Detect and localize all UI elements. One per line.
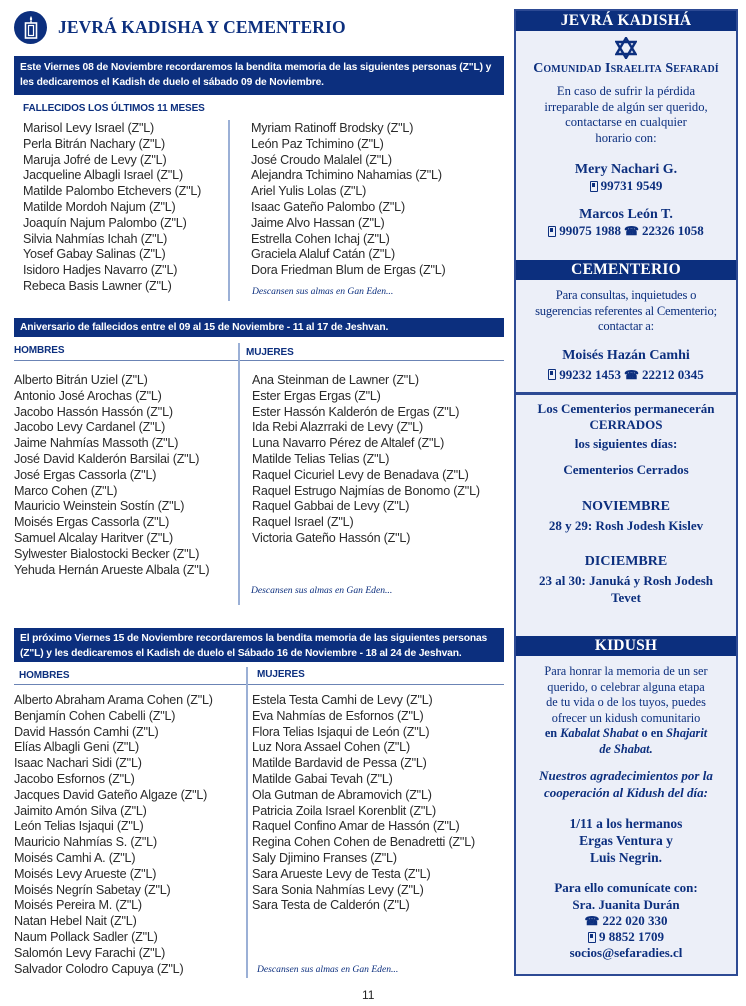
- kidush-thanks: [516, 767, 736, 801]
- jevra-intro-line: En caso de sufrir la pérdida: [556, 84, 696, 98]
- section1-banner-line2: les dedicaremos el Kadish de duelo el sábado 09 de Noviembre.: [20, 77, 324, 88]
- closure-dates: 28 y 29: Rosh Jodesh Kislev: [548, 518, 704, 533]
- cementerio-title: CEMENTERIO: [516, 260, 736, 280]
- name-list-item: Eva Nahmías de Esfornos (Z"L): [252, 708, 424, 723]
- kidush-intro-kabalat: Kabalat Shabat: [560, 726, 639, 740]
- name-list-item: Salvador Colodro Capuya (Z"L): [14, 961, 184, 976]
- name-list-item: Salomón Levy Farachi (Z"L): [14, 945, 166, 960]
- name-list-item: Jacques David Gateño Algaze (Z"L): [14, 787, 208, 802]
- section2-divider: [238, 343, 240, 605]
- jevra-kadisha-title: JEVRÁ KADISHÁ: [516, 11, 736, 31]
- section1-list-col1: [23, 121, 201, 295]
- closure-month: NOVIEMBRE: [582, 499, 670, 514]
- closure-dates: Tevet: [611, 590, 641, 605]
- name-list-item: Myriam Ratinoff Brodsky (Z"L): [251, 121, 414, 135]
- name-list-item: Antonio José Arochas (Z"L): [14, 388, 162, 403]
- kidush-contact-intro: Para ello comunícate con:: [554, 880, 698, 895]
- contact-moises: [516, 347, 736, 383]
- section1-list-col2: [251, 121, 446, 279]
- name-list-item: Ester Ergas Ergas (Z"L): [252, 388, 381, 403]
- kidush-email-link[interactable]: socios@sefaradies.cl: [569, 945, 683, 960]
- name-list-item: Jaime Alvo Hassan (Z"L): [251, 215, 385, 230]
- name-list-item: Alejandra Tchimino Nahamias (Z"L): [251, 168, 442, 183]
- name-list-item: Sara Sonia Nahmías Levy (Z"L): [252, 882, 424, 897]
- name-list-item: Perla Bitrán Nachary (Z"L): [23, 136, 166, 151]
- landline-number[interactable]: 22212 0345: [641, 366, 704, 382]
- section2-banner: [14, 318, 504, 337]
- name-list-item: Luna Navarro Pérez de Altalef (Z"L): [252, 436, 445, 451]
- contact-name: Moisés Hazán Camhi: [562, 347, 690, 363]
- name-list-item: Graciela Alaluf Catán (Z"L): [251, 247, 395, 262]
- section3-men-list: [14, 693, 213, 977]
- name-list-item: Raquel Gabbai de Levy (Z"L): [252, 499, 410, 514]
- jevra-intro: [516, 84, 736, 146]
- name-list-item: Raquel Estrugo Najmías de Bonomo (Z"L): [252, 483, 480, 498]
- section1-banner-line1: Este Viernes 08 de Noviembre recordaremos la bendita memoria de las siguientes personas (Z"L) y: [20, 62, 492, 73]
- page-title: JEVRÁ KADISHA Y CEMENTERIO: [58, 16, 346, 37]
- name-list-item: Ola Gutman de Abramovich (Z"L): [252, 787, 432, 802]
- name-list-item: Matilde Palombo Etchevers (Z"L): [23, 184, 202, 199]
- section1-divider: [228, 120, 230, 301]
- name-list-item: Silvia Nahmías Ichah (Z"L): [23, 231, 168, 246]
- kidush-block: [516, 636, 736, 962]
- name-list-item: Moisés Negrín Sabetay (Z"L): [14, 882, 171, 897]
- mobile-phone-icon: [590, 181, 598, 192]
- name-list-item: Benjamín Cohen Cabelli (Z"L): [14, 708, 176, 723]
- section3-closing: Descansen sus almas en Gan Eden...: [257, 964, 399, 975]
- name-list-item: Patricia Zoila Israel Korenblit (Z"L): [252, 803, 436, 818]
- name-list-item: Jacobo Hassón Hassón (Z"L): [14, 404, 173, 419]
- kidush-phone[interactable]: 222 020 330: [602, 913, 668, 928]
- telephone-icon: ☎: [584, 914, 600, 928]
- section1-subheading: FALLECIDOS LOS ÚLTIMOS 11 MESES: [23, 103, 205, 114]
- cementerio-intro-line: Para consultas, inquietudes o: [555, 288, 697, 302]
- name-list-item: Joaquín Najum Palombo (Z"L): [23, 215, 187, 230]
- section3-banner-line1: El próximo Viernes 15 de Noviembre recordaremos la bendita memoria de las siguientes personas: [20, 633, 488, 644]
- sidebar-divider: [514, 392, 738, 395]
- name-list-item: Marco Cohen (Z"L): [14, 483, 118, 498]
- telephone-icon: ☎: [624, 224, 639, 238]
- section3-divider: [246, 667, 248, 978]
- jevra-kadisha-block: [516, 11, 736, 239]
- star-of-david-icon: [516, 37, 736, 59]
- name-list-item: Jaimito Amón Silva (Z"L): [14, 803, 147, 818]
- jevra-intro-line: horario con:: [595, 130, 657, 145]
- kidush-title: KIDUSH: [516, 636, 736, 656]
- mobile-number[interactable]: 99232 1453: [559, 366, 622, 382]
- name-list-item: Sylwester Bialostocki Becker (Z"L): [14, 546, 200, 561]
- kidush-intro-line: ofrecer un kidush comunitario: [551, 710, 701, 725]
- name-list-item: Estela Testa Camhi de Levy (Z"L): [252, 693, 433, 707]
- name-list-item: Jacobo Levy Cardanel (Z"L): [14, 420, 166, 435]
- name-list-item: Alberto Abraham Arama Cohen (Z"L): [14, 693, 213, 707]
- name-list-item: Moisés Camhi A. (Z"L): [14, 850, 136, 865]
- kidush-intro-shajarit: Shajarit: [666, 726, 708, 740]
- name-list-item: Elías Albagli Geni (Z"L): [14, 740, 139, 755]
- closures-line3: los siguientes días:: [574, 436, 678, 451]
- name-list-item: Matilde Bardavid de Pessa (Z"L): [252, 756, 427, 771]
- name-list-item: Mauricio Nahmías S. (Z"L): [14, 835, 157, 850]
- kidush-honoree-line: Luis Negrin.: [589, 850, 662, 865]
- name-list-item: José Ergas Cassorla (Z"L): [14, 467, 157, 482]
- name-list-item: Alberto Bitrán Uziel (Z"L): [14, 373, 148, 387]
- jevra-intro-line: irreparable de algún ser querido,: [544, 99, 708, 114]
- closure-dates: 23 al 30: Januká y Rosh Jodesh: [538, 573, 714, 588]
- section3-header-rule: [14, 684, 504, 685]
- name-list-item: Ana Steinman de Lawner (Z"L): [252, 373, 419, 387]
- memorial-candle-icon: [14, 11, 47, 44]
- page-number: 11: [362, 988, 375, 1002]
- name-list-item: Ester Hassón Kalderón de Ergas (Z"L): [252, 404, 460, 419]
- kidush-honoree-line: Ergas Ventura y: [579, 833, 673, 848]
- kidush-thanks-line: cooperación al Kidush del día:: [544, 785, 708, 800]
- closure-month: DICIEMBRE: [584, 554, 668, 569]
- name-list-item: Luz Nora Assael Cohen (Z"L): [252, 740, 410, 755]
- name-list-item: Regina Cohen Cohen de Benadretti (Z"L): [252, 835, 475, 850]
- contact-name: Marcos León T.: [579, 207, 673, 222]
- name-list-item: Moisés Ergas Cassorla (Z"L): [14, 515, 170, 530]
- name-list-item: Sara Testa de Calderón (Z"L): [252, 898, 410, 913]
- name-list-item: Saly Djimino Franses (Z"L): [252, 850, 397, 865]
- name-list-item: Isaac Nachari Sidi (Z"L): [14, 756, 142, 771]
- cementerio-intro: [516, 288, 736, 335]
- section2-men-list: [14, 373, 209, 578]
- kidush-intro-line: de Shabat.: [599, 741, 653, 756]
- kidush-mobile-row: [516, 929, 736, 945]
- kidush-intro-line: [516, 726, 736, 742]
- name-list-item: Raquel Cicuriel Levy de Benadava (Z"L): [252, 467, 469, 482]
- telephone-icon: ☎: [624, 367, 639, 382]
- name-list-item: Maruja Jofré de Levy (Z"L): [23, 152, 167, 167]
- section3-women-heading: MUJERES: [257, 669, 305, 680]
- kidush-contact: [516, 880, 736, 962]
- name-list-item: David Hassón Camhi (Z"L): [14, 724, 159, 739]
- closure-month-nov: [516, 498, 736, 534]
- cementerio-intro-line: contactar a:: [598, 319, 654, 333]
- kidush-intro-line: de tu vida o de los tuyos, puedes: [546, 695, 706, 709]
- kidush-contact-name: Sra. Juanita Durán: [572, 896, 680, 912]
- closure-month-dic: [516, 553, 736, 606]
- closures-block: [516, 401, 736, 606]
- name-list-item: Isaac Gateño Palombo (Z"L): [251, 199, 405, 214]
- name-list-item: José Croudo Malalel (Z"L): [251, 152, 392, 167]
- mobile-phone-icon: [588, 932, 596, 943]
- contact-phones: [516, 223, 736, 239]
- kidush-honorees: [516, 815, 736, 866]
- kidush-intro: [516, 664, 736, 757]
- name-list-item: José David Kalderón Barsilai (Z"L): [14, 451, 200, 466]
- closures-line2: CERRADOS: [589, 417, 663, 432]
- name-list-item: Jaime Nahmías Massoth (Z"L): [14, 436, 179, 451]
- name-list-item: Yosef Gabay Salinas (Z"L): [23, 247, 166, 262]
- landline-number[interactable]: 22326 1058: [641, 223, 704, 238]
- contact-mery: [516, 161, 736, 194]
- name-list-item: Matilde Gabai Tevah (Z"L): [252, 771, 393, 786]
- section3-women-list: [252, 693, 475, 914]
- mobile-number[interactable]: 99075 1988: [559, 223, 622, 238]
- section2-women-heading: MUJERES: [246, 347, 294, 358]
- contact-marcos: [516, 206, 736, 239]
- candle-glyph: [21, 15, 41, 39]
- name-list-item: León Telias Isjaqui (Z"L): [14, 819, 144, 834]
- closures-subtitle: Cementerios Cerrados: [563, 462, 689, 477]
- section3-men-heading: HOMBRES: [19, 670, 70, 681]
- name-list-item: Isidoro Hadjes Navarro (Z"L): [23, 263, 178, 278]
- cementerio-intro-line: sugerencias referentes al Cementerio;: [535, 303, 717, 318]
- section3-banner: [14, 628, 504, 662]
- mobile-phone-icon: [548, 369, 556, 380]
- name-list-item: Estrella Cohen Ichaj (Z"L): [251, 231, 390, 246]
- jevra-intro-line: contactarse en cualquier: [565, 115, 687, 129]
- section2-banner-text: Aniversario de fallecidos entre el 09 al 15 de Noviembre - 11 al 17 de Jeshvan.: [20, 322, 389, 333]
- name-list-item: Mauricio Weinstein Sostín (Z"L): [14, 499, 185, 514]
- name-list-item: Raquel Confino Amar de Hassón (Z"L): [252, 819, 460, 834]
- section1-closing: Descansen sus almas en Gan Eden...: [252, 286, 394, 297]
- name-list-item: Sara Arueste Levy de Testa (Z"L): [252, 866, 431, 881]
- name-list-item: Rebeca Basis Lawner (Z"L): [23, 278, 172, 293]
- kidush-thanks-line: Nuestros agradecimientos por la: [539, 768, 713, 783]
- name-list-item: Natan Hebel Nait (Z"L): [14, 914, 137, 929]
- name-list-item: León Paz Tchimino (Z"L): [251, 136, 384, 151]
- name-list-item: Raquel Israel (Z"L): [252, 515, 354, 530]
- closures-line1: Los Cementerios permanecerán: [537, 401, 715, 416]
- name-list-item: Yehuda Hernán Arueste Albala (Z"L): [14, 562, 210, 577]
- kidush-mobile[interactable]: 9 8852 1709: [599, 929, 664, 944]
- name-list-item: Ariel Yulis Lolas (Z"L): [251, 184, 367, 199]
- name-list-item: Matilde Telias Telias (Z"L): [252, 451, 390, 466]
- section2-women-list: [252, 373, 480, 547]
- name-list-item: Samuel Alcalay Haritver (Z"L): [14, 530, 173, 545]
- name-list-item: Jacobo Esfornos (Z"L): [14, 771, 135, 786]
- name-list-item: Moisés Pereira M. (Z"L): [14, 898, 142, 913]
- kidush-intro-line: Para honrar la memoria de un ser: [544, 664, 708, 678]
- name-list-item: Ida Rebi Alazrraki de Levy (Z"L): [252, 420, 423, 435]
- kidush-intro-line: querido, o celebrar alguna etapa: [547, 679, 705, 694]
- sidebar: [514, 9, 738, 976]
- kidush-intro-word: o en: [641, 726, 664, 740]
- cementerio-block: [516, 260, 736, 383]
- mobile-phone-icon: [548, 226, 556, 237]
- name-list-item: Dora Friedman Blum de Ergas (Z"L): [251, 263, 446, 278]
- contact-phones: [516, 367, 736, 383]
- section2-closing: Descansen sus almas en Gan Eden...: [251, 585, 393, 596]
- contact-phones: [516, 178, 736, 194]
- name-list-item: Jacqueline Albagli Israel (Z"L): [23, 168, 183, 183]
- page-header: [14, 10, 346, 44]
- name-list-item: Victoria Gateño Hassón (Z"L): [252, 530, 411, 545]
- section1-banner: [14, 56, 504, 95]
- contact-name: Mery Nachari G.: [574, 162, 678, 177]
- community-name: Comunidad Israelita Sefaradí: [533, 61, 719, 76]
- kidush-phone-row: [516, 913, 736, 929]
- mobile-number[interactable]: 99731 9549: [600, 178, 663, 193]
- name-list-item: Moisés Levy Arueste (Z"L): [14, 866, 157, 881]
- name-list-item: Matilde Mordoh Najum (Z"L): [23, 199, 176, 214]
- kidush-honoree-line: 1/11 a los hermanos: [569, 816, 683, 831]
- name-list-item: Flora Telias Isjaqui de León (Z"L): [252, 724, 430, 739]
- section3-banner-line2: (Z"L) y les dedicaremos el Kadish de duelo el Sábado 16 de Noviembre - 18 al 24 de Jeshvan.: [20, 648, 462, 659]
- name-list-item: Naum Pollack Sadler (Z"L): [14, 929, 158, 944]
- section2-men-heading: HOMBRES: [14, 345, 65, 356]
- section2-header-rule: [14, 360, 504, 361]
- name-list-item: Marisol Levy Israel (Z"L): [23, 121, 155, 135]
- kidush-intro-word: en: [544, 726, 558, 740]
